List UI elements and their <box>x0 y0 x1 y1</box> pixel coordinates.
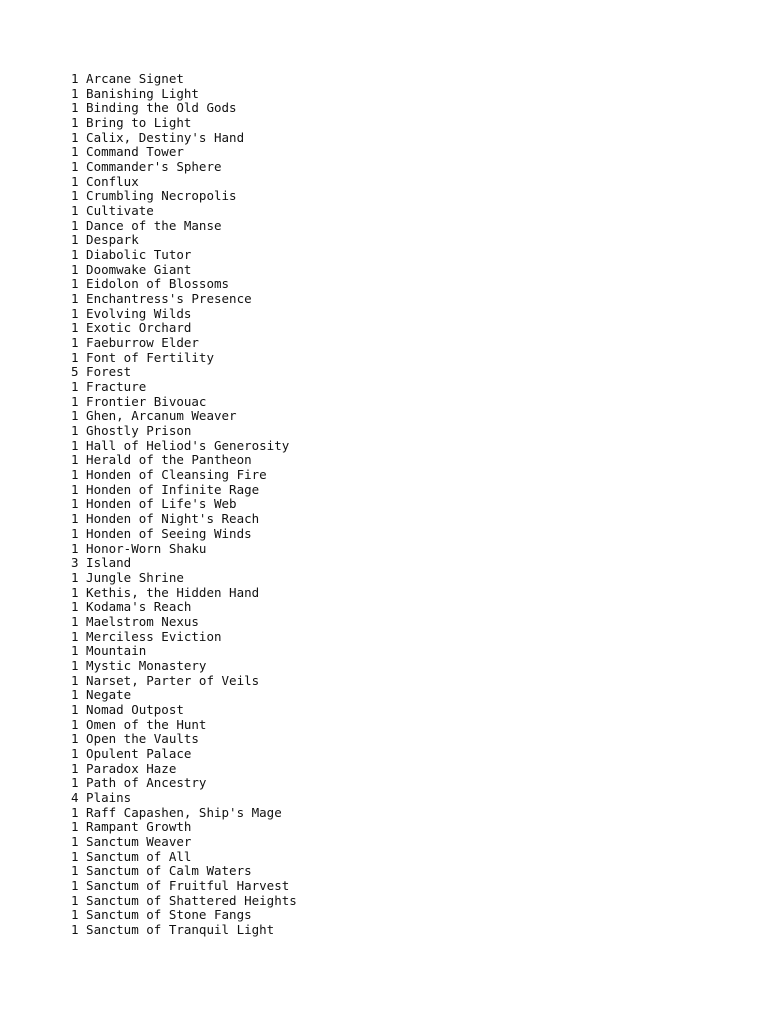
deck-list-item: 1 Cultivate <box>71 203 154 219</box>
deck-list-item: 4 Plains <box>71 789 132 805</box>
deck-list-item: 5 Forest <box>71 364 132 380</box>
deck-list-item: 1 Path of Ancestry <box>71 775 207 791</box>
deck-list-item: 1 Diabolic Tutor <box>71 247 192 263</box>
deck-list-item: 1 Rampant Growth <box>71 819 192 835</box>
deck-list-item: 1 Evolving Wilds <box>71 305 192 321</box>
deck-list-item: 1 Omen of the Hunt <box>71 716 207 732</box>
deck-list-item: 1 Exotic Orchard <box>71 320 192 336</box>
deck-list-item: 1 Despark <box>71 232 139 248</box>
deck-list <box>71 72 297 938</box>
deck-list-item: 1 Ghen, Arcanum Weaver <box>71 408 237 424</box>
deck-list-item: 1 Honden of Night's Reach <box>71 511 260 527</box>
deck-list-item: 1 Mountain <box>71 643 147 659</box>
deck-list-item: 1 Sanctum Weaver <box>71 833 192 849</box>
deck-list-item: 1 Command Tower <box>71 144 184 160</box>
deck-list-item: 1 Honor-Worn Shaku <box>71 540 207 556</box>
deck-list-item: 1 Narset, Parter of Veils <box>71 672 260 688</box>
deck-list-item: 1 Honden of Life's Web <box>71 496 237 512</box>
deck-list-item: 1 Commander's Sphere <box>71 159 222 175</box>
deck-list-item: 1 Bring to Light <box>71 115 192 131</box>
deck-list-item: 1 Honden of Cleansing Fire <box>71 467 267 483</box>
deck-list-item: 1 Jungle Shrine <box>71 569 184 585</box>
deck-list-item: 1 Binding the Old Gods <box>71 100 237 116</box>
deck-list-item: 1 Frontier Bivouac <box>71 393 207 409</box>
deck-list-item: 1 Merciless Eviction <box>71 628 222 644</box>
deck-list-item: 1 Ghostly Prison <box>71 423 192 439</box>
deck-list-item: 1 Dance of the Manse <box>71 217 222 233</box>
deck-list-item: 1 Sanctum of Shattered Heights <box>71 892 297 908</box>
deck-list-item: 1 Honden of Seeing Winds <box>71 525 252 541</box>
deck-list-item: 1 Crumbling Necropolis <box>71 188 237 204</box>
deck-list-item: 1 Sanctum of Fruitful Harvest <box>71 877 290 893</box>
deck-list-item: 1 Maelstrom Nexus <box>71 613 199 629</box>
deck-list-item: 1 Font of Fertility <box>71 349 214 365</box>
deck-list-item: 1 Nomad Outpost <box>71 701 184 717</box>
deck-list-item: 1 Raff Capashen, Ship's Mage <box>71 804 282 820</box>
deck-list-item: 1 Mystic Monastery <box>71 657 207 673</box>
deck-list-item: 1 Kodama's Reach <box>71 599 192 615</box>
deck-list-item: 1 Arcane Signet <box>71 71 184 86</box>
deck-list-item: 1 Doomwake Giant <box>71 261 192 277</box>
deck-list-item: 1 Sanctum of Tranquil Light <box>71 921 275 937</box>
deck-list-item: 1 Sanctum of All <box>71 848 192 864</box>
deck-list-item: 1 Opulent Palace <box>71 745 192 761</box>
deck-list-item: 3 Island <box>71 555 132 571</box>
deck-list-item: 1 Sanctum of Calm Waters <box>71 863 252 879</box>
deck-list-item: 1 Sanctum of Stone Fangs <box>71 907 252 923</box>
deck-list-item: 1 Herald of the Pantheon <box>71 452 252 468</box>
deck-list-item: 1 Negate <box>71 687 132 703</box>
deck-list-item: 1 Eidolon of Blossoms <box>71 276 230 292</box>
deck-list-item: 1 Banishing Light <box>71 85 199 101</box>
deck-list-item: 1 Hall of Heliod's Generosity <box>71 437 290 453</box>
deck-list-item: 1 Paradox Haze <box>71 760 177 776</box>
deck-list-item: 1 Calix, Destiny's Hand <box>71 129 245 145</box>
deck-list-item: 1 Conflux <box>71 173 139 189</box>
deck-list-item: 1 Kethis, the Hidden Hand <box>71 584 260 600</box>
deck-list-item: 1 Open the Vaults <box>71 731 199 747</box>
deck-list-item: 1 Honden of Infinite Rage <box>71 481 260 497</box>
deck-list-item: 1 Faeburrow Elder <box>71 335 199 351</box>
deck-list-item: 1 Fracture <box>71 379 147 395</box>
deck-list-item: 1 Enchantress's Presence <box>71 291 252 307</box>
